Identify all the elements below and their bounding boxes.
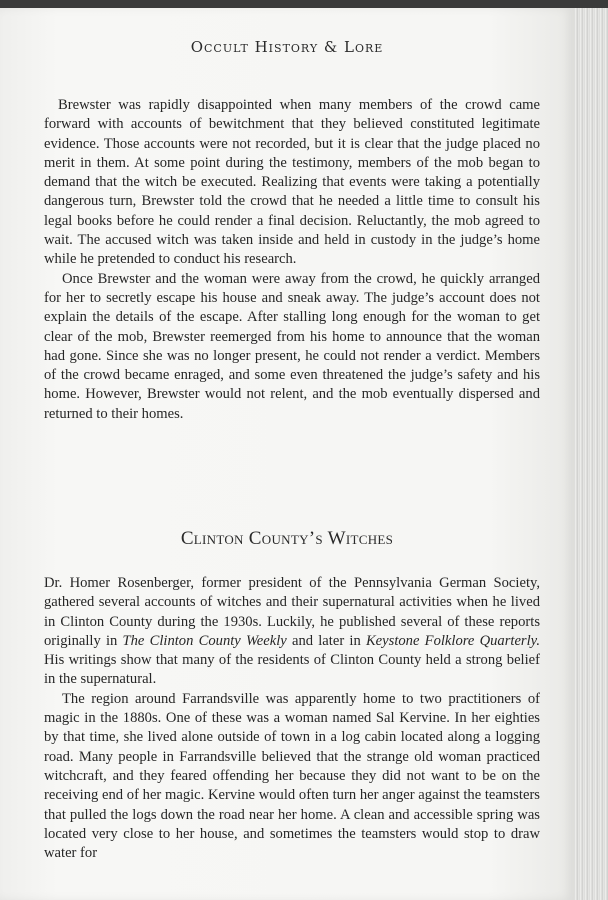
- section-two-text: [44, 574, 540, 863]
- paragraph-text: and later in: [286, 632, 366, 649]
- publication-title: The Clinton County Weekly: [122, 632, 287, 649]
- paragraph: The region around Farrandsville was apparently home to two practitioners of magic in the 1880s. One of these was a woman named Sal Kervine. In her eighties by that time, she lived alone outside of town in a log cabin located along a logging road. Many people in Farrandsville believed that the strange old woman practiced witchcraft, and they feared offending her because they did not want to be on the receiving end of her magic. Kervine would often turn her anger against the teamsters that pulled the logs down the road near her home. A clean and accessible spring was located very close to her house, and sometimes the teamsters would stop to draw water for: [44, 690, 540, 862]
- paragraph: Once Brewster and the woman were away from the crowd, he quickly arranged for her to secretly escape his house and sneak away. The judge’s account does not explain the details of the escape. After stalling long enough for the woman to get clear of the mob, Brewster reemerged from his home to announce that the woman had gone. Since she was no longer present, he could not render a verdict. Members of the crowd became enraged, and some even threatened the judge’s safety and his home. However, Brewster would not relent, and the mob eventually dispersed and returned to their homes.: [44, 270, 540, 422]
- page-edges: [574, 8, 608, 900]
- paragraph-text: Dr. Homer Rosenberger, former president of the Pennsylvania German Society, gathered several accounts of witches and their supernatural activities when he lived in Clinton County during the 1930s. Luckily, he published several of these reports originally in: [44, 575, 540, 649]
- running-head: Occult History & Lore: [190, 38, 384, 56]
- section-one-text: [44, 96, 540, 424]
- paragraph-text: His writings show that many of the residents of Clinton County held a strong belief in the supernatural.: [44, 652, 540, 688]
- section-heading: Clinton County’s Witches: [180, 528, 394, 549]
- paragraph: [44, 574, 540, 690]
- publication-title: Keystone Folklore Quarterly.: [365, 632, 540, 649]
- paragraph: Brewster was rapidly disappointed when many members of the crowd came forward with accounts of bewitchment that they believed constituted legitimate evidence. Those accounts were not recorded, but it is clear that the judge placed no merit in them. At some point during the testimony, members of the mob began to demand that the witch be executed. Realizing that events were taking a potentially dangerous turn, Brewster told the crowd that he needed a little time to consult his legal books before he could render a final decision. Reluctantly, the mob agreed to wait. The accused witch was taken inside and held in custody in the judge’s home while he pretended to conduct his research.: [44, 97, 540, 268]
